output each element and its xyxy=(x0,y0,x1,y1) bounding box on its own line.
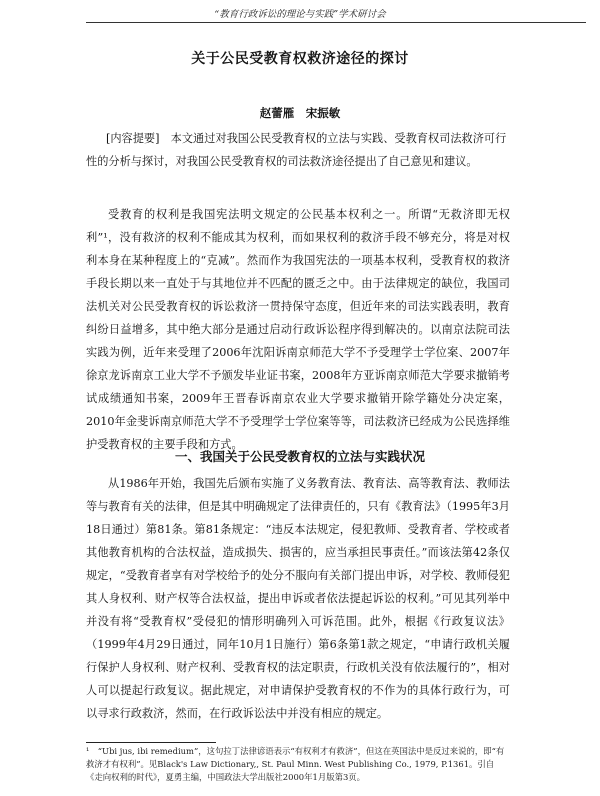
paper-authors: 赵蕾雁 宋振敏 xyxy=(259,106,341,120)
section-heading-1: 一、我国关于公民受教育权的立法与实践状况 xyxy=(174,449,425,464)
running-header: “教育行政诉讼的理论与实践”学术研讨会 xyxy=(214,9,386,20)
paper-title: 关于公民受教育权救济途径的探讨 xyxy=(191,51,409,67)
body-paragraph-legislation: 从1986年开始，我国先后颁布实施了义务教育法、教育法、高等教育法、教师法等与教育有关的法律，但是其中明确规定了法律责任的，只有《教育法》（1995年3月18日通过）第81条。第81条规定：“违反本法规定，侵犯教师、受教育者、学校或者其他教育机构的合法权益，造成损失、损害的，应当承担民事责任。”而该法第42条仅规定，“受教育者享有对学校给予的处分不服向有关部门提出申诉，对学校、教师侵犯其人身权利、财产权等合法权益，提出申诉或者依法提起诉讼的权利。”可见其列举中并没有将“受教育权”受侵犯的情形明确列入可诉范围。此外，根据《行政复议法》（1999年4月29日通过，同年10月1日施行）第6条第1款之规定，“申请行政机关履行保护人身权利、财产权利、受教育权的法定职责，行政机关没有依法履行的”，相对人可以提起行政复议。据此规定，对申请保护受教育权的不作为的具体行政行为，可以寻求行政救济，然而，在行政诉讼法中并没有相应的规定。 xyxy=(86,477,510,720)
footnote-divider xyxy=(86,742,216,743)
header-divider xyxy=(86,22,586,23)
footnote-1: ¹ “Ubi jus, ibi remedium”，这句拉丁法律谚语表示“有权利才有救济”，但这在英国法中是反过来说的，即“有救济才有权利”。见Black's Law Dictionary,, St. Paul Minn. West Publishing Co., 1979, P.1361。引自《走向权利的时代》，夏勇主编，中国政法大学出版社2000年1月版第3页。 xyxy=(86,746,505,782)
body-paragraph-intro: 受教育的权利是我国宪法明文规定的公民基本权利之一。所谓“无救济即无权利”¹，没有救济的权利不能成其为权利，而如果权利的救济手段不够充分，将是对权利本身在某种程度上的“克减”。然而作为我国宪法的一项基本权利，受教育权的救济手段长期以来一直处于与其地位并不匹配的匮乏之中。由于法律规定的缺位，我国司法机关对公民受教育权的诉讼救济一贯持保守态度，但近年来的司法实践表明，教育纠纷日益增多，其中绝大部分是通过启动行政诉讼程序得到解决的。以南京法院司法实践为例，近年来受理了2006年沈阳诉南京师范大学不予受理学士学位案、2007年徐京龙诉南京工业大学不予颁发毕业证书案，2008年方亚诉南京师范大学要求撤销考试成绩通知书案，2009年王晋春诉南京农业大学要求撤销开除学籍处分决定案，2010年金斐诉南京师范大学不予受理学士学位案等等，司法救济已经成为公民选择维护受教育权的主要手段和方式。 xyxy=(86,208,510,451)
abstract: [内容提要] 本文通过对我国公民受教育权的立法与实践、受教育权司法救济可行性的分析与探讨，对我国公民受教育权的司法救济途径提出了自己意见和建议。 xyxy=(86,132,507,168)
